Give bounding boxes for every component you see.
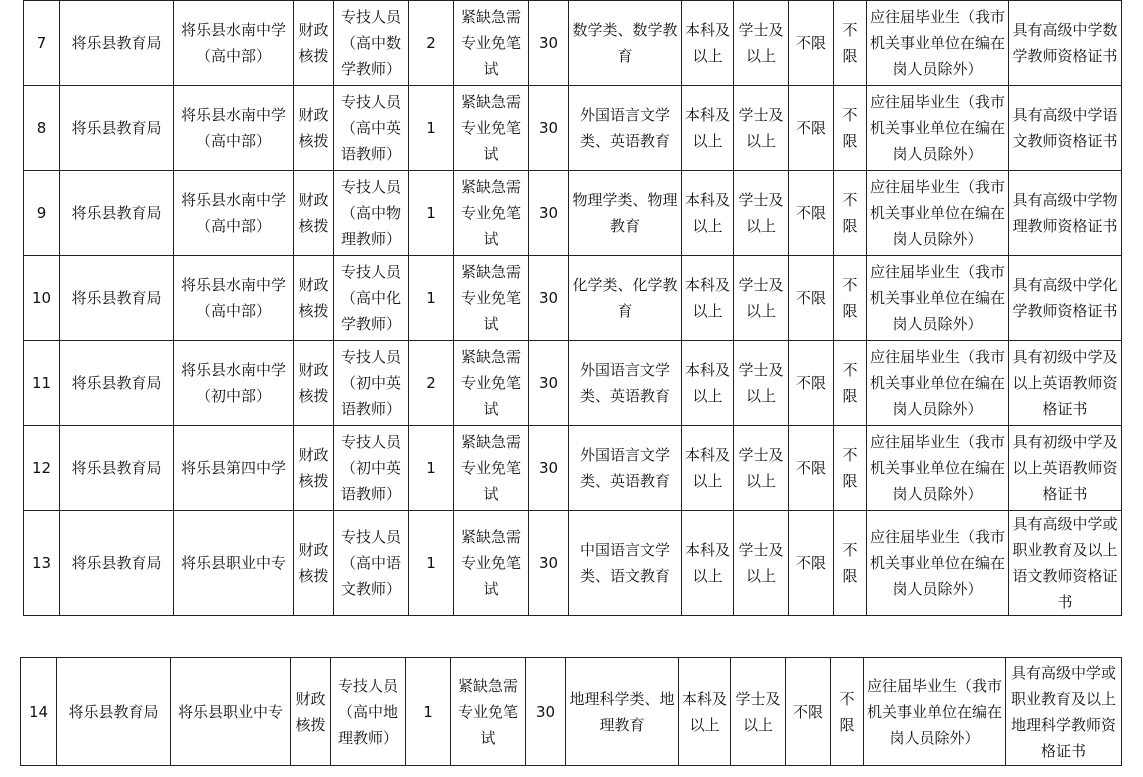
cell-major: 外国语言文学类、英语教育 <box>569 86 682 171</box>
cell-edu: 本科及以上 <box>682 511 734 616</box>
cell-other: 具有高级中学化学教师资格证书 <box>1009 256 1122 341</box>
cell-source: 应往届毕业生（我市机关事业单位在编在岗人员除外） <box>867 426 1009 511</box>
cell-funding: 财政核拨 <box>294 426 334 511</box>
cell-age: 30 <box>529 256 569 341</box>
cell-gender: 不限 <box>789 341 834 426</box>
cell-degree: 学士及以上 <box>734 341 789 426</box>
cell-major: 外国语言文学类、英语教育 <box>569 426 682 511</box>
table-row <box>24 511 1122 616</box>
cell-gender: 不限 <box>789 86 834 171</box>
cell-dept: 将乐县教育局 <box>60 1 174 86</box>
cell-unit: 将乐县水南中学（高中部） <box>174 86 294 171</box>
cell-post: 专技人员（高中数学教师） <box>334 1 409 86</box>
cell-funding: 财政核拨 <box>291 658 331 766</box>
cell-post: 专技人员（高中物理教师） <box>334 171 409 256</box>
cell-gender: 不限 <box>789 171 834 256</box>
cell-degree: 学士及以上 <box>734 171 789 256</box>
cell-source: 应往届毕业生（我市机关事业单位在编在岗人员除外） <box>867 1 1009 86</box>
cell-post: 专技人员（初中英语教师） <box>334 426 409 511</box>
cell-count: 1 <box>406 658 451 766</box>
cell-major: 中国语言文学类、语文教育 <box>569 511 682 616</box>
cell-unit: 将乐县职业中专 <box>174 511 294 616</box>
cell-nation: 不限 <box>834 341 867 426</box>
table-row <box>24 426 1122 511</box>
cell-post: 专技人员（初中英语教师） <box>334 341 409 426</box>
recruitment-table-continued <box>20 657 1122 766</box>
cell-other: 具有高级中学或职业教育及以上语文教师资格证书 <box>1009 511 1122 616</box>
cell-method: 紧缺急需专业免笔试 <box>454 341 529 426</box>
cell-method: 紧缺急需专业免笔试 <box>451 658 526 766</box>
cell-dept: 将乐县教育局 <box>60 341 174 426</box>
cell-count: 1 <box>409 171 454 256</box>
cell-gender: 不限 <box>789 1 834 86</box>
cell-edu: 本科及以上 <box>682 86 734 171</box>
cell-no: 7 <box>24 1 60 86</box>
cell-degree: 学士及以上 <box>734 426 789 511</box>
cell-degree: 学士及以上 <box>734 86 789 171</box>
cell-edu: 本科及以上 <box>682 341 734 426</box>
cell-major: 物理学类、物理教育 <box>569 171 682 256</box>
cell-age: 30 <box>526 658 566 766</box>
cell-other: 具有高级中学语文教师资格证书 <box>1009 86 1122 171</box>
cell-post: 专技人员（高中地理教师） <box>331 658 406 766</box>
table-body <box>24 1 1122 616</box>
cell-count: 2 <box>409 341 454 426</box>
cell-age: 30 <box>529 1 569 86</box>
cell-no: 10 <box>24 256 60 341</box>
cell-other: 具有高级中学或职业教育及以上地理科学教师资格证书 <box>1006 658 1122 766</box>
cell-unit: 将乐县水南中学（高中部） <box>174 171 294 256</box>
cell-other: 具有初级中学及以上英语教师资格证书 <box>1009 341 1122 426</box>
cell-edu: 本科及以上 <box>682 1 734 86</box>
cell-dept: 将乐县教育局 <box>60 171 174 256</box>
cell-age: 30 <box>529 341 569 426</box>
cell-funding: 财政核拨 <box>294 341 334 426</box>
cell-method: 紧缺急需专业免笔试 <box>454 426 529 511</box>
cell-degree: 学士及以上 <box>734 256 789 341</box>
cell-source: 应往届毕业生（我市机关事业单位在编在岗人员除外） <box>867 256 1009 341</box>
cell-source: 应往届毕业生（我市机关事业单位在编在岗人员除外） <box>864 658 1006 766</box>
cell-age: 30 <box>529 426 569 511</box>
cell-source: 应往届毕业生（我市机关事业单位在编在岗人员除外） <box>867 511 1009 616</box>
cell-post: 专技人员（高中化学教师） <box>334 256 409 341</box>
cell-degree: 学士及以上 <box>734 1 789 86</box>
cell-method: 紧缺急需专业免笔试 <box>454 86 529 171</box>
cell-no: 14 <box>21 658 57 766</box>
table-row <box>24 1 1122 86</box>
recruitment-table <box>23 0 1122 616</box>
cell-gender: 不限 <box>786 658 831 766</box>
cell-edu: 本科及以上 <box>682 426 734 511</box>
cell-age: 30 <box>529 86 569 171</box>
cell-source: 应往届毕业生（我市机关事业单位在编在岗人员除外） <box>867 171 1009 256</box>
cell-post: 专技人员（高中语文教师） <box>334 511 409 616</box>
cell-unit: 将乐县第四中学 <box>174 426 294 511</box>
cell-no: 11 <box>24 341 60 426</box>
cell-nation: 不限 <box>834 171 867 256</box>
cell-dept: 将乐县教育局 <box>57 658 171 766</box>
cell-gender: 不限 <box>789 256 834 341</box>
cell-age: 30 <box>529 171 569 256</box>
table-row <box>24 256 1122 341</box>
cell-dept: 将乐县教育局 <box>60 256 174 341</box>
cell-nation: 不限 <box>834 256 867 341</box>
table-row <box>24 341 1122 426</box>
cell-edu: 本科及以上 <box>682 171 734 256</box>
cell-funding: 财政核拨 <box>294 171 334 256</box>
cell-unit: 将乐县职业中专 <box>171 658 291 766</box>
cell-source: 应往届毕业生（我市机关事业单位在编在岗人员除外） <box>867 341 1009 426</box>
cell-unit: 将乐县水南中学（初中部） <box>174 341 294 426</box>
cell-major: 外国语言文学类、英语教育 <box>569 341 682 426</box>
cell-funding: 财政核拨 <box>294 1 334 86</box>
cell-source: 应往届毕业生（我市机关事业单位在编在岗人员除外） <box>867 86 1009 171</box>
cell-other: 具有高级中学数学教师资格证书 <box>1009 1 1122 86</box>
table-row <box>24 86 1122 171</box>
cell-method: 紧缺急需专业免笔试 <box>454 511 529 616</box>
cell-other: 具有高级中学物理教师资格证书 <box>1009 171 1122 256</box>
cell-funding: 财政核拨 <box>294 511 334 616</box>
cell-gender: 不限 <box>789 511 834 616</box>
cell-method: 紧缺急需专业免笔试 <box>454 256 529 341</box>
cell-nation: 不限 <box>834 511 867 616</box>
cell-edu: 本科及以上 <box>682 256 734 341</box>
cell-major: 地理科学类、地理教育 <box>566 658 679 766</box>
cell-unit: 将乐县水南中学（高中部） <box>174 1 294 86</box>
cell-degree: 学士及以上 <box>731 658 786 766</box>
cell-count: 1 <box>409 86 454 171</box>
cell-count: 2 <box>409 1 454 86</box>
cell-method: 紧缺急需专业免笔试 <box>454 1 529 86</box>
cell-nation: 不限 <box>834 86 867 171</box>
cell-dept: 将乐县教育局 <box>60 426 174 511</box>
cell-nation: 不限 <box>834 1 867 86</box>
cell-method: 紧缺急需专业免笔试 <box>454 171 529 256</box>
cell-dept: 将乐县教育局 <box>60 86 174 171</box>
cell-count: 1 <box>409 426 454 511</box>
cell-nation: 不限 <box>834 426 867 511</box>
cell-unit: 将乐县水南中学（高中部） <box>174 256 294 341</box>
cell-major: 化学类、化学教育 <box>569 256 682 341</box>
cell-count: 1 <box>409 511 454 616</box>
cell-age: 30 <box>529 511 569 616</box>
table-row <box>24 171 1122 256</box>
cell-major: 数学类、数学教育 <box>569 1 682 86</box>
cell-other: 具有初级中学及以上英语教师资格证书 <box>1009 426 1122 511</box>
cell-post: 专技人员（高中英语教师） <box>334 86 409 171</box>
cell-edu: 本科及以上 <box>679 658 731 766</box>
cell-nation: 不限 <box>831 658 864 766</box>
cell-degree: 学士及以上 <box>734 511 789 616</box>
cell-no: 12 <box>24 426 60 511</box>
cell-no: 9 <box>24 171 60 256</box>
cell-dept: 将乐县教育局 <box>60 511 174 616</box>
table-row <box>21 658 1122 766</box>
cell-gender: 不限 <box>789 426 834 511</box>
cell-no: 13 <box>24 511 60 616</box>
cell-funding: 财政核拨 <box>294 86 334 171</box>
cell-no: 8 <box>24 86 60 171</box>
cell-funding: 财政核拨 <box>294 256 334 341</box>
cell-count: 1 <box>409 256 454 341</box>
